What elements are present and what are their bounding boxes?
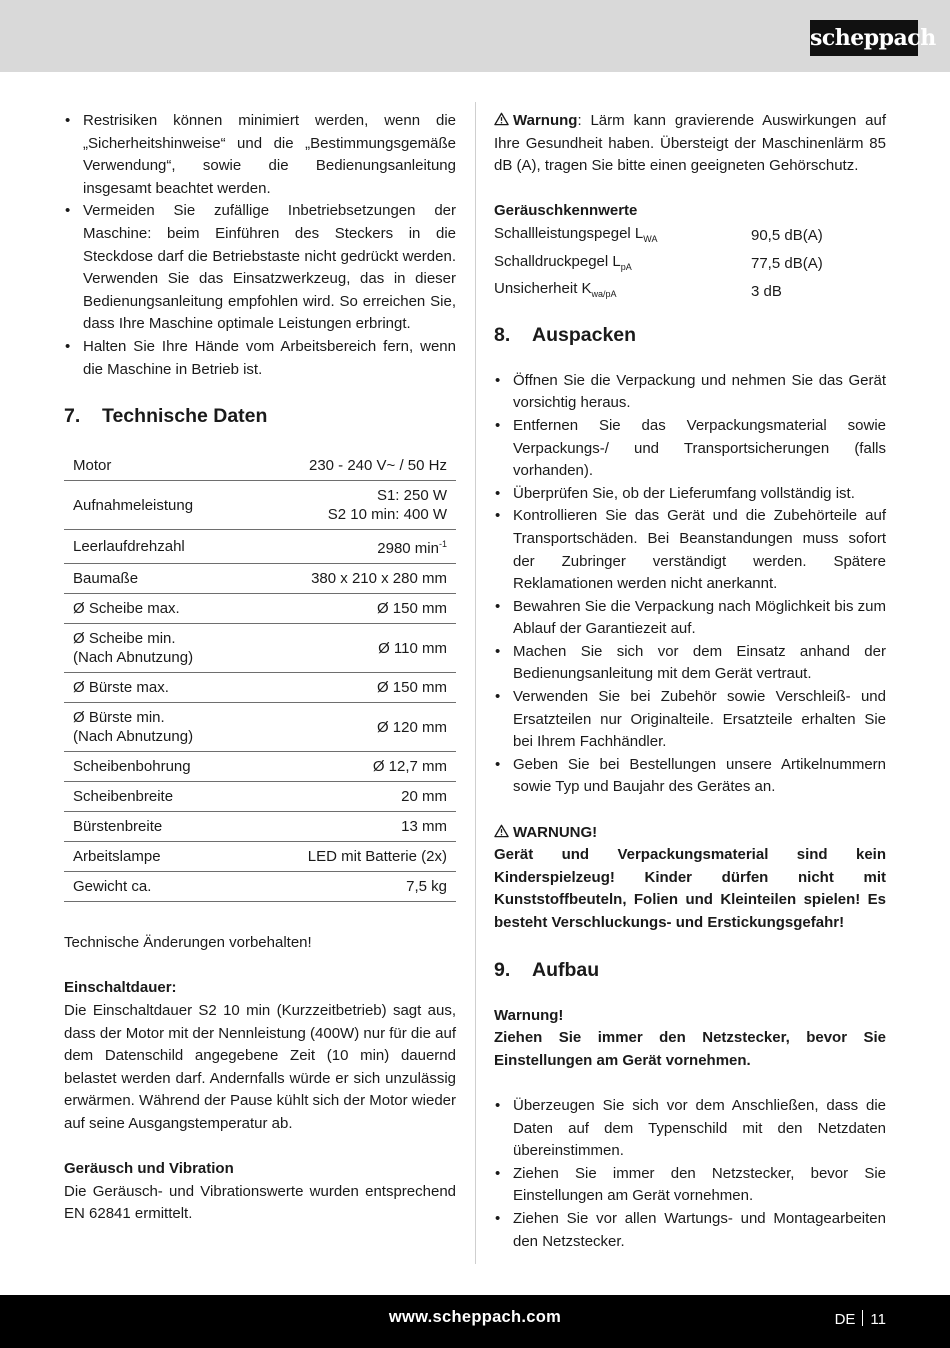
- assembly-warning-title: Warnung!: [494, 1006, 564, 1024]
- assembly-bullet-list: [494, 1095, 886, 1253]
- page-number: 11: [870, 1311, 886, 1328]
- spec-label: [64, 703, 247, 752]
- table-row: [64, 812, 456, 842]
- duty-cycle-text: Die Einschaltdauer S2 10 min (Kurzzeitbetrieb) sagt aus, dass der Motor mit der Nennleistung (400W) nur für die auf dem Datenschild angegebene Zeit (10 min) dauernd belastet werden darf. Andernfalls würde er sich unzulässig erwärmen. Während der Pause kühlt sich der Motor wieder auf seine Ausgangstemperatur ab.: [64, 1001, 456, 1132]
- section-7-heading: [64, 403, 456, 429]
- section-8-heading: [494, 322, 886, 348]
- spec-label-line: (Nach Abnutzung): [73, 728, 194, 746]
- language-code: DE: [834, 1311, 856, 1328]
- list-item: • Überprüfen Sie, ob der Lieferumfang vollständig ist.: [494, 483, 886, 506]
- spec-value: Ø 12,7 mm: [247, 752, 456, 782]
- table-row: [64, 782, 456, 812]
- section-number: 9.: [494, 958, 511, 981]
- spec-label: Arbeitslampe: [64, 842, 247, 872]
- table-row: [64, 842, 456, 872]
- list-item: • Bewahren Sie die Verpackung nach Möglichkeit bis zum Ablauf der Garantiezeit auf.: [494, 596, 886, 641]
- spacer: [64, 955, 456, 978]
- list-item: • Machen Sie sich vor dem Einsatz anhand der Bedienungsanleitung mit dem Gerät vertraut.: [494, 641, 886, 686]
- noise-vibration-text: Die Geräusch- und Vibrationswerte wurden entsprechend EN 62841 ermittelt.: [64, 1182, 456, 1223]
- spec-value-line: S1: 250 W: [376, 487, 447, 505]
- table-row: [64, 530, 456, 564]
- section-title: Technische Daten: [102, 405, 268, 428]
- spacer: [64, 1135, 456, 1158]
- list-item: • Kontrollieren Sie das Gerät und die Zubehörteile auf Transportschäden. Bei Beanstandungen muss sofort der Zubringer verständigt werden. Spätere Reklamationen werden nicht anerkannt.: [494, 505, 886, 595]
- table-row: [64, 481, 456, 530]
- website-link[interactable]: www.scheppach.com: [388, 1308, 562, 1326]
- spec-value: 7,5 kg: [247, 872, 456, 902]
- left-column: [64, 110, 456, 1226]
- warning-title-text: WARNUNG!: [513, 823, 598, 841]
- noise-label: [494, 278, 751, 306]
- list-item: • Überzeugen Sie sich vor dem Anschließen, dass die Daten auf dem Typenschild mit den Netzdaten übereinstimmen.: [494, 1095, 886, 1163]
- spec-value: [247, 530, 456, 564]
- child-safety-warning-text: Gerät und Verpackungsmaterial sind kein Kinderspielzeug! Kinder dürfen nicht mit Kunststoffbeuteln, Folien und Kleinteilen spielen! Es besteht Verschluckungs- und Erstickungsgefahr!: [494, 846, 886, 931]
- section-title: Aufbau: [532, 958, 600, 981]
- noise-value: 77,5 dB(A): [751, 255, 823, 273]
- noise-label-subscript: pA: [620, 261, 632, 272]
- spec-label-line: Ø Scheibe min.: [73, 630, 176, 648]
- table-row: [64, 752, 456, 782]
- column-divider: [475, 102, 476, 1264]
- spec-value: 20 mm: [247, 782, 456, 812]
- spec-label: Leerlaufdrehzahl: [64, 530, 247, 564]
- noise-value: 90,5 dB(A): [751, 227, 823, 245]
- spec-value-line: S2 10 min: 400 W: [327, 506, 447, 524]
- warning-triangle-icon: [494, 112, 509, 126]
- list-item: • Öffnen Sie die Verpackung und nehmen Sie das Gerät vorsichtig heraus.: [494, 370, 886, 415]
- spec-label-line: Ø Bürste min.: [73, 709, 165, 727]
- noise-vibration-title: Geräusch und Vibration: [64, 1160, 234, 1178]
- page-footer: [0, 1295, 950, 1348]
- spec-value: Ø 110 mm: [247, 624, 456, 673]
- table-row: [494, 278, 886, 306]
- table-row: [64, 451, 456, 481]
- spec-value: Ø 120 mm: [247, 703, 456, 752]
- scheppach-logo: scheppach: [810, 20, 918, 56]
- duty-cycle-title: Einschaltdauer:: [64, 979, 177, 997]
- noise-label-subscript: wa/pA: [591, 289, 617, 300]
- spec-value: [247, 481, 456, 530]
- assembly-warning-text: Ziehen Sie immer den Netzstecker, bevor Sie Einstellungen am Gerät vornehmen.: [494, 1029, 886, 1069]
- page-header: [0, 0, 950, 72]
- list-item: • Vermeiden Sie zufällige Inbetriebsetzungen der Maschine: beim Einführen des Steckers in die Steckdose darf die Betriebstaste nicht gedrückt werden. Verwenden Sie das Einsatzwerkzeug, das in dieser Bedienungsanleitung empfohlen wird. So erreichen Sie, dass Ihre Maschine optimale Leistungen erbringt.: [64, 200, 456, 336]
- child-safety-warning-title: [494, 822, 886, 845]
- spec-value: Ø 150 mm: [247, 594, 456, 624]
- spec-label: Aufnahmeleistung: [64, 481, 247, 530]
- spec-label: Motor: [64, 451, 247, 481]
- noise-label-subscript: WA: [643, 233, 658, 244]
- right-column: [494, 110, 886, 1253]
- spec-label: Ø Bürste max.: [64, 673, 247, 703]
- noise-label-text: Unsicherheit K: [494, 280, 592, 298]
- warning-triangle-icon: [494, 824, 509, 838]
- warning-text: : Lärm kann gravierende Auswirkungen auf Ihre Gesundheit haben. Übersteigt der Maschinenlärm 85 dB (A), tragen Sie bitte einen geeigneten Gehörschutz.: [494, 112, 886, 175]
- spacer: [494, 178, 886, 201]
- table-row: [64, 624, 456, 673]
- warning-label: Warnung: [513, 112, 578, 129]
- intro-bullet-list: [64, 110, 456, 381]
- separator: [862, 1310, 863, 1326]
- spec-label: [64, 624, 247, 673]
- list-item: • Halten Sie Ihre Hände vom Arbeitsbereich fern, wenn die Maschine in Betrieb ist.: [64, 336, 456, 381]
- noise-label: [494, 251, 751, 279]
- spec-label: Ø Scheibe max.: [64, 594, 247, 624]
- noise-value: 3 dB: [751, 282, 782, 300]
- spec-label: Scheibenbohrung: [64, 752, 247, 782]
- list-item: • Ziehen Sie vor allen Wartungs- und Montagearbeiten den Netzstecker.: [494, 1208, 886, 1253]
- spec-value: LED mit Batterie (2x): [247, 842, 456, 872]
- noise-label-text: Schalldruckpegel L: [494, 252, 621, 270]
- section-title: Auspacken: [532, 323, 637, 346]
- spec-value: 13 mm: [247, 812, 456, 842]
- noise-label: [494, 223, 751, 251]
- spec-value-text: 2980 min: [377, 540, 439, 558]
- table-row: [64, 703, 456, 752]
- spec-label: Gewicht ca.: [64, 872, 247, 902]
- table-row: [494, 251, 886, 279]
- section-number: 8.: [494, 323, 511, 346]
- spec-label: Baumaße: [64, 564, 247, 594]
- list-item: • Ziehen Sie immer den Netzstecker, bevor Sie Einstellungen am Gerät vornehmen.: [494, 1163, 886, 1208]
- list-item: • Verwenden Sie bei Zubehör sowie Verschleiß- und Ersatzteilen nur Originalteile. Ersatzteile erhalten Sie bei Ihrem Fachhändler.: [494, 686, 886, 754]
- section-number: 7.: [64, 405, 81, 428]
- list-item: • Entfernen Sie das Verpackungsmaterial sowie Verpackungs-/ und Transportsicherungen (falls vorhanden).: [494, 415, 886, 483]
- table-row: [64, 594, 456, 624]
- section-9-heading: [494, 957, 886, 983]
- list-item: • Geben Sie bei Bestellungen unsere Artikelnummern sowie Typ und Baujahr des Gerätes an.: [494, 754, 886, 799]
- table-row: [494, 223, 886, 251]
- spec-table: [64, 451, 456, 902]
- spec-label: Scheibenbreite: [64, 782, 247, 812]
- unpack-bullet-list: [494, 370, 886, 799]
- noise-values-table: [494, 223, 886, 306]
- spec-value: Ø 150 mm: [247, 673, 456, 703]
- noise-label-text: Schallleistungspegel L: [494, 224, 644, 242]
- spec-value: 230 - 240 V~ / 50 Hz: [247, 451, 456, 481]
- tech-changes-note: Technische Änderungen vorbehalten!: [64, 934, 312, 952]
- spec-value-superscript: -1: [438, 539, 447, 550]
- page-indicator: [835, 1310, 886, 1328]
- spacer: [64, 902, 456, 932]
- spacer: [494, 1072, 886, 1095]
- table-row: [64, 872, 456, 902]
- spec-label-line: (Nach Abnutzung): [73, 649, 194, 667]
- table-row: [64, 564, 456, 594]
- noise-warning: [494, 110, 886, 178]
- noise-values-title: Geräuschkennwerte: [494, 202, 638, 220]
- spec-label: Bürstenbreite: [64, 812, 247, 842]
- spacer: [494, 799, 886, 822]
- list-item: • Restrisiken können minimiert werden, wenn die „Sicherheitshinweise“ und die „Bestimmungsgemäße Verwendung“, sowie die Bedienungsanleitung insgesamt beachtet werden.: [64, 110, 456, 200]
- table-row: [64, 673, 456, 703]
- spec-value: 380 x 210 x 280 mm: [247, 564, 456, 594]
